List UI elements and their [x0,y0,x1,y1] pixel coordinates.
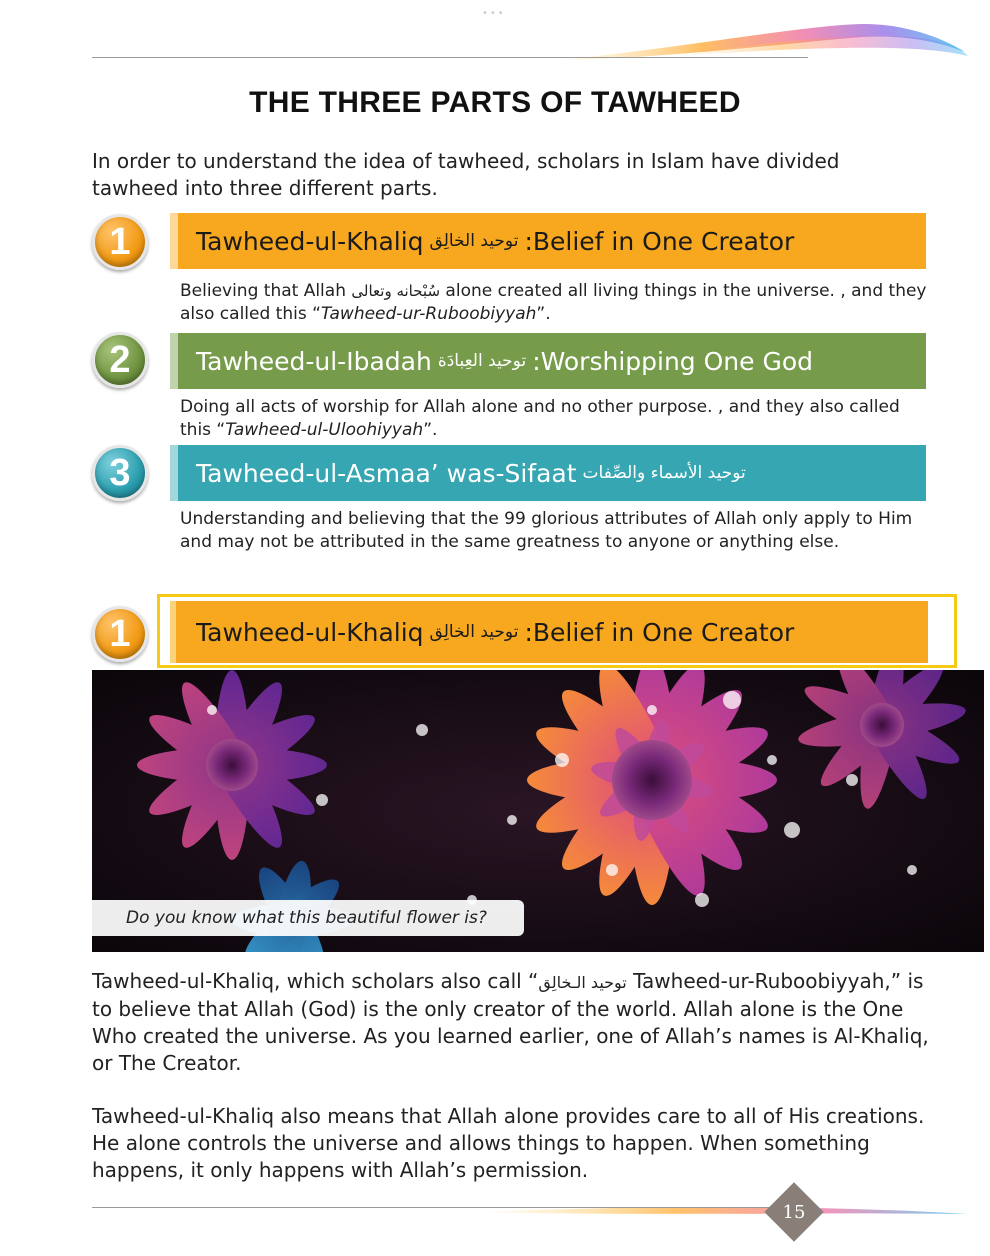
top-divider-line [92,57,808,58]
part-1-description [180,280,930,326]
part-2-separator: : [532,346,541,376]
part-3-arabic: توحيد الأسماء والصِّفات [582,463,746,483]
part-3-name: Tawheed-ul-Asmaa’ was-Sifaat [196,458,577,488]
top-handle-marker: ••• [482,8,506,19]
part-1-meaning: Belief in One Creator [532,226,795,256]
page-number-badge [765,1183,823,1241]
part-3-number-badge [92,445,148,501]
section-arabic: توحيد الخالِق [429,622,519,642]
section-heading-bar [176,601,928,663]
intro-paragraph: In order to understand the idea of tawheed, scholars in Islam have divided tawheed into three different parts. [92,149,840,200]
part-1-name: Tawheed-ul-Khaliq [196,226,424,256]
part-2-meaning: Worshipping One God [540,346,814,376]
part-2-number-badge [92,332,148,388]
part-2-desc-italic: Tawheed-ul-Uloohiyyah [225,420,424,440]
para1-after: Tawheed-ur-Ruboobiyyah,” is to believe that Allah (God) is the only creator of the world. Allah alone is the One Who created the universe. As you learned earlier, one of Allah’s names is Al-Khaliq, or The Creator. [92,969,929,1075]
paragraph-1 [92,968,932,1077]
part-3-description: Understanding and believing that the 99 glorious attributes of Allah only apply to Him and may not be attributed in the same greatness to anyone or anything else. [180,509,913,552]
part-1-desc-end: ”. [536,304,551,324]
part-2-desc-before: Doing all acts of worship for Allah alone and no other purpose. , and they also called this “ [180,397,900,440]
part-1-desc-after: alone created all living things in the universe. , and they also called this “ [180,281,927,324]
part-2-description [180,396,930,442]
part-1-separator: : [524,226,533,256]
section-meaning: Belief in One Creator [532,617,795,647]
section-number-badge [92,606,148,662]
part-3-number: 3 [109,451,131,494]
section-separator: : [524,617,533,647]
page-title: THE THREE PARTS OF TAWHEED [249,86,741,119]
paragraph-2: Tawheed-ul-Khaliq also means that Allah alone provides care to all of His creations. He alone controls the universe and allows things to happen. When something happens, it only happens with Allah’s permission. [92,1104,925,1182]
part-1-number-badge [92,214,148,270]
part-1-desc-arabic: سُبْحانه وتعالى [351,282,441,300]
part-1-desc-before: Believing that Allah [180,281,346,301]
part-2-number: 2 [109,338,131,381]
para1-before: Tawheed-ul-Khaliq, which scholars also call “ [92,969,539,993]
part-1-arabic: توحيد الخالِق [429,231,519,251]
bottom-divider-line [92,1207,808,1208]
part-1-heading-bar [170,213,926,269]
part-2-name: Tawheed-ul-Ibadah [196,346,432,376]
part-2-heading-bar [170,333,926,389]
section-name: Tawheed-ul-Khaliq [196,617,424,647]
page-number: 15 [782,1201,806,1223]
part-1-desc-italic: Tawheed-ur-Ruboobiyyah [320,304,537,324]
part-2-arabic: توحيد العِبادَة [437,351,527,371]
section-number: 1 [109,612,131,655]
part-1-number: 1 [109,220,131,263]
bottom-color-swoosh-decoration [480,1198,970,1228]
part-3-heading-bar [170,445,926,501]
para1-arabic: توحيد الـخالِق [538,973,627,992]
part-2-desc-end: ”. [423,420,438,440]
photo-caption: Do you know what this beautiful flower is? [92,900,524,936]
top-color-swoosh-decoration [560,18,970,66]
